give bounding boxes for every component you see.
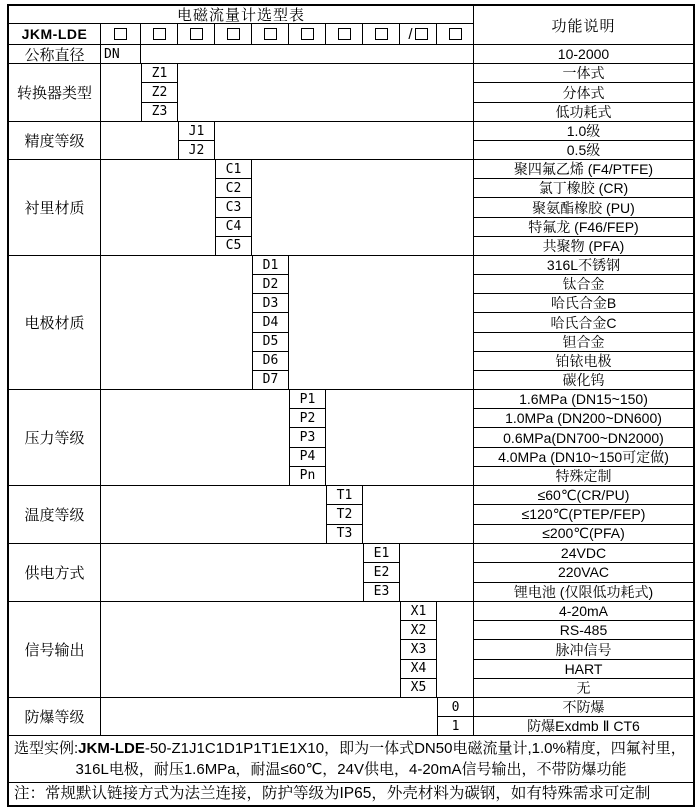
code-column: [252, 256, 289, 389]
band-electrode-material: [9, 256, 693, 390]
checkbox-icon[interactable]: [449, 28, 462, 40]
checkbox-icon[interactable]: [301, 28, 314, 40]
band-nominal-diameter: [9, 45, 693, 64]
description-cell: 特殊定制: [555, 467, 612, 484]
description-cell: 低功耗式: [555, 103, 612, 120]
code-cell: C3: [216, 198, 251, 217]
description-cell: 220VAC: [474, 563, 693, 582]
code-cell: E1: [364, 544, 399, 563]
category-label: 电极材质: [9, 256, 101, 389]
model-code-checkbox[interactable]: [252, 24, 289, 44]
code-column: [141, 64, 178, 121]
category-label: 信号输出: [9, 602, 101, 697]
checkbox-icon[interactable]: [153, 28, 166, 40]
code-cell: E3: [373, 584, 390, 600]
code-column: [101, 45, 141, 63]
description-cell: 4.0MPa (DN10~150可定做): [474, 448, 693, 467]
slash-separator: /: [408, 25, 413, 43]
description-cell: 1.0MPa (DN200~DN600): [474, 409, 693, 428]
example-rest: -50-Z1J1C1D1P1T1E1X10，即为一体式DN50电磁流量计,1.0%精度，四氟衬里，: [144, 740, 686, 757]
empty-cell: [101, 122, 178, 159]
code-column: [215, 160, 252, 255]
code-cell: D1: [253, 256, 288, 275]
description-cell: 氯丁橡胶 (CR): [474, 179, 693, 198]
checkbox-icon[interactable]: [415, 28, 428, 40]
empty-cell: [101, 486, 326, 543]
code-cell: D4: [253, 313, 288, 332]
description-cell: 锂电池 (仅限低功耗式): [513, 583, 654, 600]
description-cell: 0.6MPa(DN700~DN2000): [474, 428, 693, 447]
empty-cell: [101, 64, 141, 121]
table-header: [9, 6, 693, 45]
model-code-checkbox[interactable]: [289, 24, 326, 44]
checkbox-icon[interactable]: [375, 28, 388, 40]
model-code-checkbox[interactable]: [437, 24, 473, 44]
description-cell: ≤120℃(PTEP/FEP): [474, 505, 693, 524]
empty-cell: [101, 602, 400, 697]
code-cell: 1: [451, 718, 460, 734]
description-cell: 防爆Exdmb Ⅱ CT6: [527, 718, 640, 734]
description-cell: 聚氨酯橡胶 (PU): [474, 198, 693, 217]
description-column: [473, 160, 693, 255]
checkbox-icon[interactable]: [338, 28, 351, 40]
code-cell: D3: [253, 294, 288, 313]
description-column: [473, 698, 693, 735]
model-code-checkbox[interactable]: [400, 24, 437, 44]
band-temperature-rating: [9, 486, 693, 544]
band-accuracy-grade: [9, 122, 693, 160]
description-cell: 不防爆: [474, 698, 693, 717]
code-cell: C4: [216, 218, 251, 237]
code-cell: Z3: [151, 104, 168, 120]
code-cell: J1: [179, 122, 214, 141]
category-label: 精度等级: [9, 122, 101, 159]
code-column: [400, 602, 437, 697]
checkbox-icon[interactable]: [227, 28, 240, 40]
code-cell: P1: [290, 390, 325, 409]
code-cell: C5: [225, 238, 242, 254]
example-line-2: 316L电极，耐压1.6MPa，耐温≤60℃，24V供电，4-20mA信号输出，不带防爆功能: [75, 761, 627, 778]
description-column: [473, 122, 693, 159]
description-cell: 316L不锈钢: [474, 256, 693, 275]
empty-cell: [101, 256, 252, 389]
code-cell: P4: [290, 448, 325, 467]
description-cell: 特氟龙 (F46/FEP): [474, 218, 693, 237]
description-cell: 一体式: [474, 64, 693, 83]
code-cell: X1: [401, 602, 436, 621]
code-cell: C1: [216, 160, 251, 179]
checkbox-icon[interactable]: [190, 28, 203, 40]
empty-cell: [101, 544, 363, 601]
description-column: [473, 602, 693, 697]
model-prefix: JKM-LDE: [9, 24, 101, 44]
description-cell: 4-20mA: [474, 602, 693, 621]
model-code-checkbox[interactable]: [178, 24, 215, 44]
category-label: 温度等级: [9, 486, 101, 543]
checkbox-icon[interactable]: [264, 28, 277, 40]
header-left-section: [9, 6, 473, 44]
page-title: 电磁流量计选型表: [9, 6, 473, 24]
code-column: [289, 390, 326, 485]
description-cell: 哈氏合金B: [474, 294, 693, 313]
code-cell: P2: [290, 409, 325, 428]
description-cell: 10-2000: [557, 46, 610, 62]
description-cell: 0.5级: [566, 142, 601, 158]
category-label: 公称直径: [9, 45, 101, 63]
description-cell: 脉冲信号: [474, 640, 693, 659]
code-cell: X4: [401, 660, 436, 679]
code-cell: E2: [364, 563, 399, 582]
code-cell: Pn: [299, 468, 316, 484]
description-cell: 共聚物 (PFA): [542, 237, 625, 254]
model-code-checkbox[interactable]: [215, 24, 252, 44]
example-label: 选型实例:: [14, 740, 79, 757]
code-column: [363, 544, 400, 601]
selection-example: [9, 736, 693, 783]
checkbox-icon[interactable]: [114, 28, 127, 40]
band-explosion-proof: [9, 698, 693, 736]
description-cell: 钽合金: [474, 333, 693, 352]
description-cell: 24VDC: [474, 544, 693, 563]
code-cell: Z1: [142, 64, 177, 83]
band-power-supply: [9, 544, 693, 602]
description-cell: ≤60℃(CR/PU): [474, 486, 693, 505]
model-code-checkbox[interactable]: [363, 24, 400, 44]
band-signal-output: [9, 602, 693, 698]
selection-table: [7, 4, 695, 807]
description-cell: 碳化钨: [562, 371, 605, 388]
description-cell: 1.6MPa (DN15~150): [474, 390, 693, 409]
description-column: [473, 45, 693, 63]
code-cell: P3: [290, 428, 325, 447]
description-cell: 哈氏合金C: [474, 313, 693, 332]
category-label: 供电方式: [9, 544, 101, 601]
code-cell: J2: [188, 142, 205, 158]
code-cell: X3: [401, 640, 436, 659]
description-column: [473, 256, 693, 389]
description-cell: RS-485: [474, 621, 693, 640]
band-converter-type: [9, 64, 693, 122]
code-cell: D5: [253, 333, 288, 352]
note-line: 注：常规默认链接方式为法兰连接，防护等级为IP65，外壳材料为碳钢，如有特殊需求可定制: [14, 785, 651, 802]
category-label: 防爆等级: [9, 698, 101, 735]
empty-cell: [101, 698, 437, 735]
example-model: JKM-LDE: [78, 740, 145, 757]
category-label: 衬里材质: [9, 160, 101, 255]
model-code-checkbox[interactable]: [141, 24, 178, 44]
description-column: [473, 486, 693, 543]
code-cell: X2: [401, 621, 436, 640]
code-cell: X5: [410, 680, 427, 696]
code-cell: DN: [104, 46, 120, 62]
code-column: [326, 486, 363, 543]
code-cell: Z2: [142, 83, 177, 102]
description-column: [473, 544, 693, 601]
code-cell: 0: [438, 698, 473, 717]
model-code-checkbox[interactable]: [326, 24, 363, 44]
empty-cell: [101, 160, 215, 255]
description-cell: 铂铱电极: [474, 352, 693, 371]
description-cell: 钛合金: [474, 275, 693, 294]
description-cell: HART: [474, 660, 693, 679]
function-column-header: 功能说明: [473, 6, 693, 44]
band-liner-material: [9, 160, 693, 256]
category-label: 压力等级: [9, 390, 101, 485]
description-cell: 1.0级: [474, 122, 693, 141]
model-code-row: [9, 24, 473, 44]
code-cell: T2: [327, 505, 362, 524]
code-column: [178, 122, 215, 159]
table-body: [9, 45, 693, 736]
code-cell: T3: [336, 526, 353, 542]
band-pressure-rating: [9, 390, 693, 486]
description-cell: ≤200℃(PFA): [542, 525, 625, 542]
code-cell: T1: [327, 486, 362, 505]
code-column: [437, 698, 473, 735]
empty-cell: [101, 390, 289, 485]
description-cell: 聚四氟乙烯 (F4/PTFE): [474, 160, 693, 179]
description-cell: 分体式: [474, 83, 693, 102]
code-cell: C2: [216, 179, 251, 198]
description-column: [473, 390, 693, 485]
description-cell: 无: [576, 679, 591, 696]
code-cell: D6: [253, 352, 288, 371]
category-label: 转换器类型: [9, 64, 101, 121]
code-cell: D7: [262, 372, 279, 388]
example-line-1: [9, 738, 693, 759]
description-column: [473, 64, 693, 121]
code-cell: D2: [253, 275, 288, 294]
model-code-checkbox[interactable]: [101, 24, 141, 44]
